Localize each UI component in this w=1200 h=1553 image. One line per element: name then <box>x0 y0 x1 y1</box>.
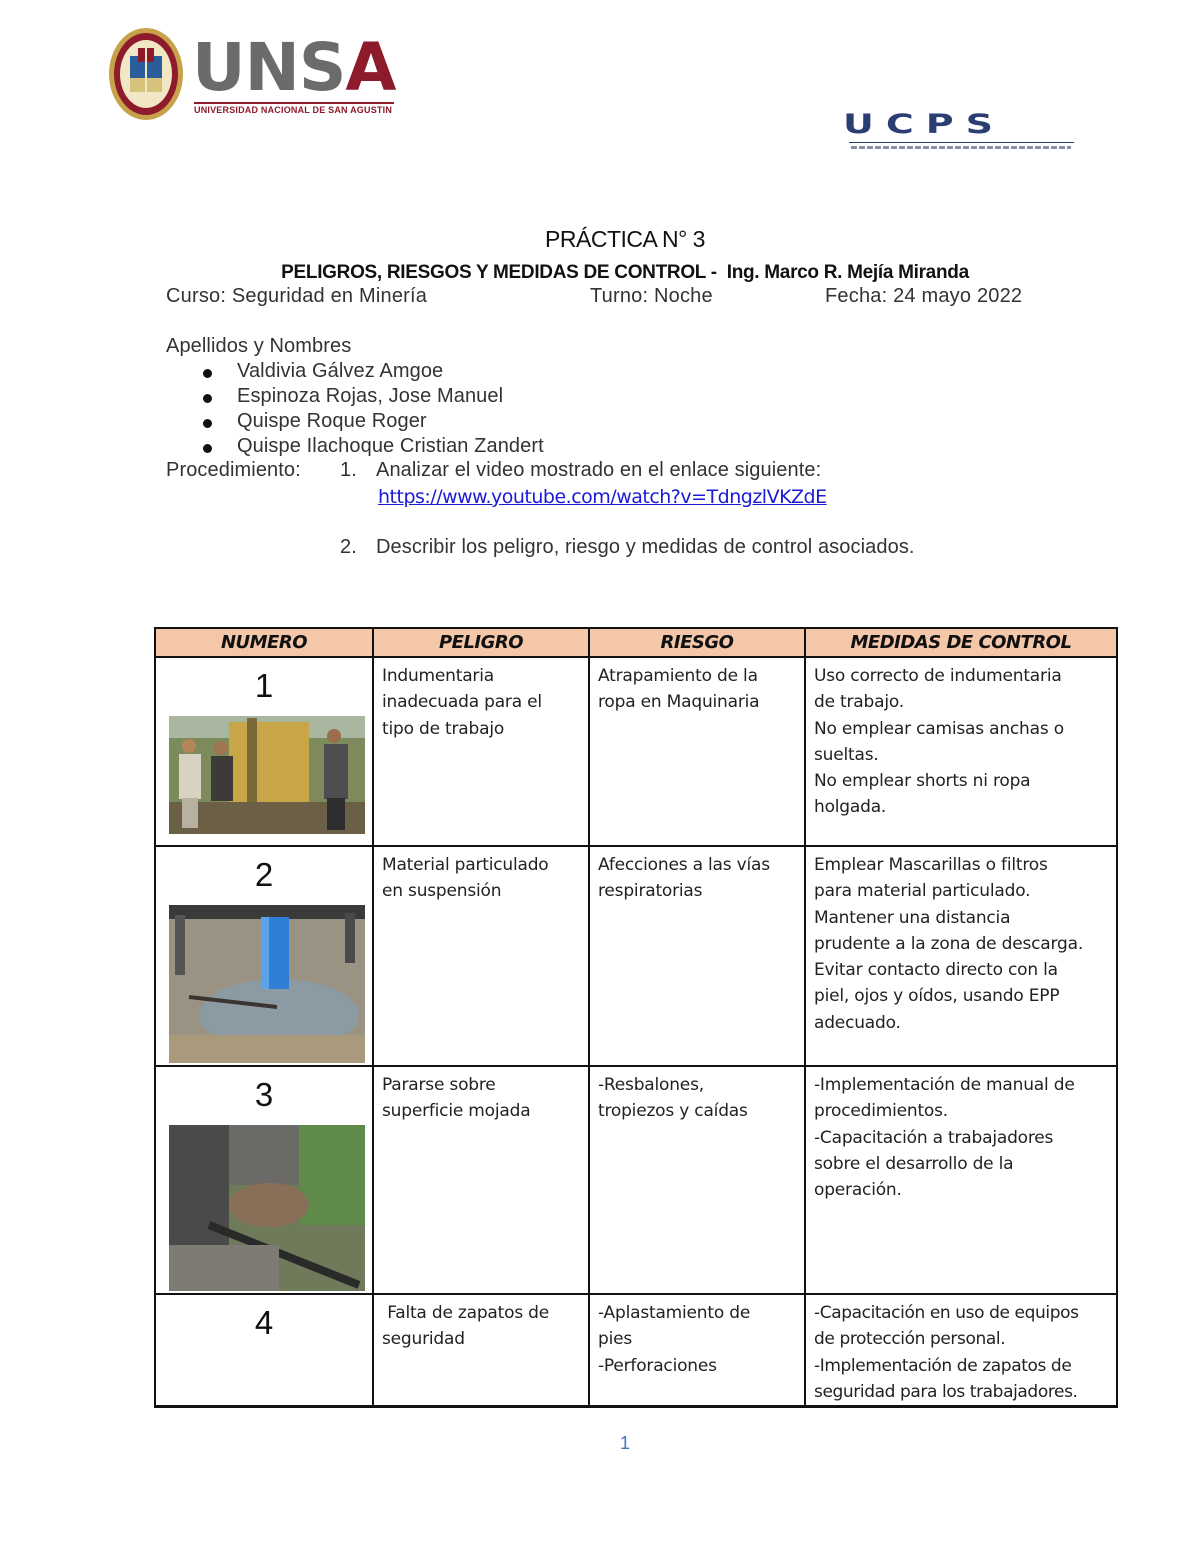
cell-line: inadecuada para el <box>382 692 542 713</box>
unsa-logo <box>108 26 396 126</box>
cell-line: -Capacitación en uso de equipos <box>814 1303 1079 1323</box>
page-number: 1 <box>619 1433 630 1453</box>
step-text: Describir los peligro, riesgo y medidas de control asociados. <box>376 536 915 558</box>
video-link[interactable]: https://www.youtube.com/watch?v=TdngzlVKZdE <box>378 486 827 508</box>
ucps-wordmark: UCPS <box>843 108 1005 140</box>
cell-line: No emplear shorts ni ropa <box>814 771 1031 792</box>
table-header-row <box>155 628 1117 657</box>
cell-line: seguridad <box>382 1329 465 1350</box>
number-cell <box>155 1066 373 1294</box>
member-name: Quispe Ilachoque Cristian Zandert <box>237 435 544 457</box>
cell-line: Indumentaria <box>382 666 494 686</box>
member-name: Espinoza Rojas, Jose Manuel <box>237 385 504 407</box>
university-seal-icon <box>108 26 188 122</box>
member-name: Quispe Roque Roger <box>237 410 427 432</box>
member-name: Valdivia Gálvez Amgoe <box>237 360 444 382</box>
cell-line: seguridad para los trabajadores. <box>814 1381 1078 1402</box>
peligro-cell <box>373 846 589 1066</box>
cell-line: de trabajo. <box>814 692 904 713</box>
ucps-underline <box>849 142 1074 143</box>
cell-line: Emplear Mascarillas o filtros <box>814 855 1048 875</box>
cell-line: sobre el desarrollo de la <box>814 1153 1014 1174</box>
number-cell <box>155 1294 373 1407</box>
cell-line: No emplear camisas anchas o <box>814 718 1064 739</box>
riesgo-cell <box>589 846 805 1066</box>
riesgo-cell <box>589 1066 805 1294</box>
table-row <box>155 1294 1117 1407</box>
drill-cuttings-photo <box>169 905 365 1063</box>
riesgo-cell <box>589 1294 805 1407</box>
cell-line: Material particulado <box>382 855 549 875</box>
step-text: Analizar el video mostrado en el enlace siguiente: <box>376 459 822 481</box>
peligro-cell <box>373 1066 589 1294</box>
unsa-wordmark <box>192 30 395 106</box>
shift-field: Turno: Noche <box>590 285 713 307</box>
risk-table <box>154 627 1118 1408</box>
cell-line: -Perforaciones <box>598 1355 717 1376</box>
cell-line: de protección personal. <box>814 1329 1006 1350</box>
cell-line: Afecciones a las vías <box>598 855 770 875</box>
cell-line: tropiezos y caídas <box>598 1101 748 1122</box>
cell-line: en suspensión <box>382 881 502 902</box>
header-numero: NUMERO <box>155 628 373 657</box>
cell-line: respiratorias <box>598 881 703 902</box>
page-subtitle: PELIGROS, RIESGOS Y MEDIDAS DE CONTROL - Ing. Marco R. Mejía Miranda <box>281 262 969 283</box>
cell-line: tipo de trabajo <box>382 718 505 739</box>
medidas-cell <box>805 846 1117 1066</box>
date-field: Fecha: 24 mayo 2022 <box>825 285 1023 307</box>
members-label: Apellidos y Nombres <box>166 335 352 357</box>
cell-line: para material particulado. <box>814 881 1031 902</box>
row-number: 2 <box>254 856 274 893</box>
ucps-tagline <box>851 146 1071 149</box>
cell-line: operación. <box>814 1180 902 1201</box>
ucps-logo <box>843 108 1079 156</box>
medidas-cell <box>805 657 1117 846</box>
row-number: 4 <box>254 1304 274 1341</box>
row-number: 3 <box>254 1076 274 1113</box>
cell-line: Pararse sobre <box>382 1075 496 1095</box>
cell-line: piel, ojos y oídos, usando EPP <box>814 986 1060 1007</box>
medidas-cell <box>805 1294 1117 1407</box>
table-row <box>155 846 1117 1066</box>
riesgo-cell <box>589 657 805 846</box>
number-cell <box>155 846 373 1066</box>
unsa-wordmark-right: A <box>345 29 396 106</box>
row-number: 1 <box>254 667 274 704</box>
bullet-icon <box>203 394 212 403</box>
cell-line: -Resbalones, <box>598 1075 704 1095</box>
cell-line: Atrapamiento de la <box>598 666 758 686</box>
peligro-cell <box>373 657 589 846</box>
table-row <box>155 1066 1117 1294</box>
cell-line: Mantener una distancia <box>814 907 1011 928</box>
cell-line: -Implementación de manual de <box>814 1075 1075 1095</box>
medidas-cell <box>805 1066 1117 1294</box>
page-title: PRÁCTICA N° 3 <box>545 226 705 252</box>
cell-line: -Implementación de zapatos de <box>814 1355 1072 1376</box>
table-row <box>155 657 1117 846</box>
cell-line: pies <box>598 1329 633 1350</box>
bullet-icon <box>203 369 212 378</box>
bullet-icon <box>203 419 212 428</box>
step-number: 2. <box>340 536 357 558</box>
peligro-cell <box>373 1294 589 1407</box>
cell-line: sueltas. <box>814 744 879 765</box>
cell-line: ropa en Maquinaria <box>598 692 760 713</box>
unsa-subtitle: UNIVERSIDAD NACIONAL DE SAN AGUSTIN <box>194 102 394 115</box>
cell-line: superficie mojada <box>382 1101 531 1122</box>
step-number: 1. <box>340 459 357 481</box>
cell-line: adecuado. <box>814 1012 901 1033</box>
cell-line: Uso correcto de indumentaria <box>814 666 1062 686</box>
number-cell <box>155 657 373 846</box>
unsa-wordmark-left: UNS <box>192 29 346 106</box>
header-medidas: MEDIDAS DE CONTROL <box>805 628 1117 657</box>
wet-surface-photo <box>169 1125 365 1291</box>
course-field: Curso: Seguridad en Minería <box>166 285 428 307</box>
cell-line: holgada. <box>814 797 887 818</box>
cell-line: Evitar contacto directo con la <box>814 960 1058 981</box>
procedure-label: Procedimiento: <box>166 459 301 481</box>
cell-line: -Capacitación a trabajadores <box>814 1127 1054 1148</box>
cell-line: prudente a la zona de descarga. <box>814 933 1084 954</box>
bullet-icon <box>203 444 212 453</box>
header-riesgo: RIESGO <box>589 628 805 657</box>
cell-line: procedimientos. <box>814 1101 948 1122</box>
cell-line: Falta de zapatos de <box>382 1303 550 1323</box>
drilling-workers-photo <box>169 716 365 834</box>
cell-line: -Aplastamiento de <box>598 1303 751 1323</box>
header-peligro: PELIGRO <box>373 628 589 657</box>
